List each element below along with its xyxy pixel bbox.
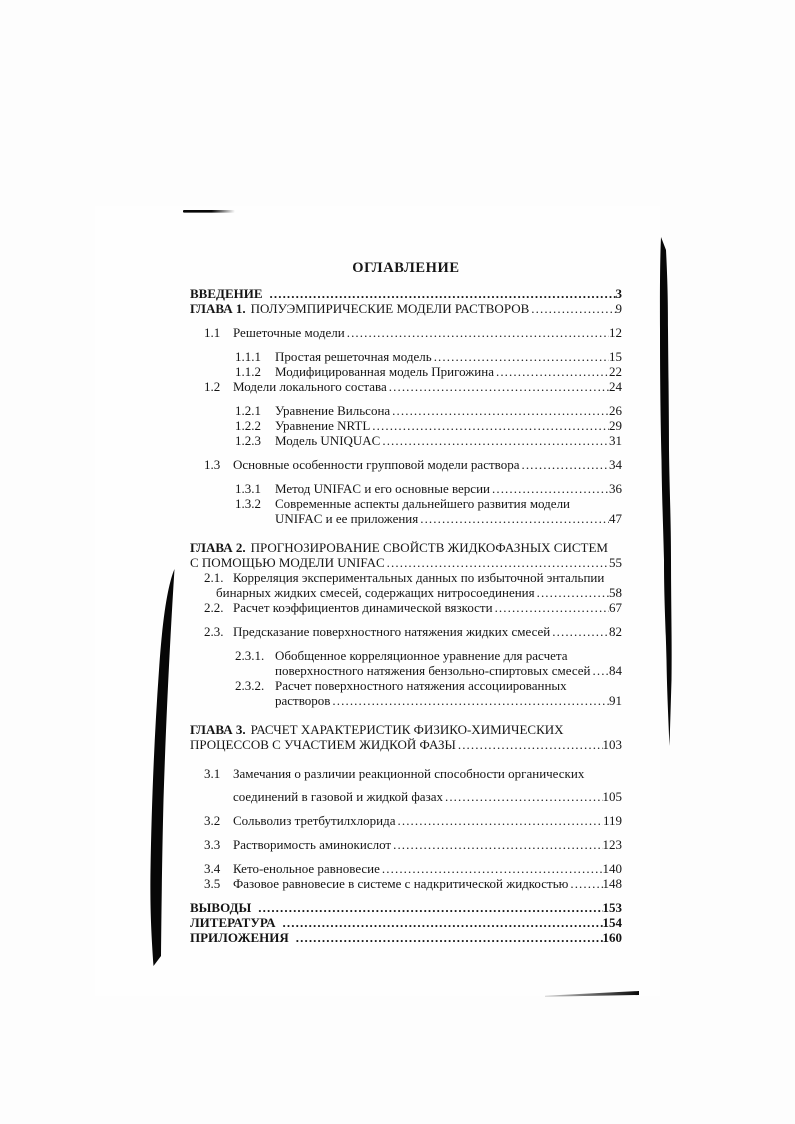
toc-leader-dots [593, 663, 610, 678]
toc-entry-number: 3.5 [204, 876, 221, 891]
toc-entry [190, 930, 622, 945]
toc-entry [235, 349, 622, 364]
toc-leader-dots [393, 837, 602, 852]
toc-entry [204, 457, 622, 472]
toc-entry-number: 1.1 [204, 325, 221, 340]
toc-entry-number: 1.1.1 [235, 349, 261, 364]
toc-entry-label: Основные особенности групповой модели раствора [233, 457, 520, 472]
toc-entry-page: 9 [615, 301, 622, 316]
toc-leader-dots [434, 349, 609, 364]
toc-chapter-prefix: ВВЕДЕНИЕ [190, 286, 263, 301]
toc-entry-label-continued: бинарных жидких смесей, содержащих нитросоединения [216, 585, 535, 600]
toc-entry [204, 325, 622, 340]
toc-entry-label: ПРОГНОЗИРОВАНИЕ СВОЙСТВ ЖИДКОФАЗНЫХ СИСТЕМ [250, 540, 608, 555]
toc-entry-page: 82 [609, 624, 622, 639]
toc-entry-page: 55 [609, 555, 622, 570]
toc-entry-page: 22 [609, 364, 622, 379]
toc-leader-dots [398, 813, 603, 828]
toc-entry [204, 570, 622, 600]
toc-entry-label-continued: С ПОМОЩЬЮ МОДЕЛИ UNIFAC [190, 555, 385, 570]
toc-leader-dots [392, 403, 609, 418]
toc-leader-dots [420, 511, 609, 526]
toc-entry-label: Растворимость аминокислот [233, 837, 392, 852]
toc-leader-dots [445, 789, 603, 804]
toc-entry-label-continued: UNIFAC и ее приложения [275, 511, 419, 526]
toc-entry-page: 26 [609, 403, 622, 418]
toc-entry-page: 29 [609, 418, 622, 433]
toc-leader-dots [389, 379, 609, 394]
toc-leader-dots [521, 457, 609, 472]
toc-entry-page: 103 [602, 737, 622, 752]
toc-entry-number: 1.3 [204, 457, 221, 472]
toc-entry [204, 600, 622, 615]
toc-entry [204, 766, 622, 804]
toc-leader-dots [296, 930, 603, 945]
toc-entry-number: 1.3.2 [235, 496, 261, 511]
toc-entry-label: ПОЛУЭМПИРИЧЕСКИЕ МОДЕЛИ РАСТВОРОВ [250, 301, 530, 316]
toc-entry [235, 418, 622, 433]
toc-entry-page: 34 [609, 457, 622, 472]
toc-chapter-prefix: ГЛАВА 3. [190, 722, 246, 737]
toc-entry-label-continued: ПРОЦЕССОВ С УЧАСТИЕМ ЖИДКОЙ ФАЗЫ [190, 737, 456, 752]
page-title: ОГЛАВЛЕНИЕ [352, 260, 460, 276]
toc-entry-page: 58 [609, 585, 622, 600]
toc-entry [204, 813, 622, 828]
toc-entry-number: 3.1 [204, 766, 221, 781]
toc-chapter-prefix: ВЫВОДЫ [190, 900, 252, 915]
toc-entry-page: 140 [602, 861, 622, 876]
toc-entry [190, 286, 622, 301]
toc-entry-page: 31 [609, 433, 622, 448]
toc-entry-number: 3.2 [204, 813, 221, 828]
toc-leader-dots [496, 364, 609, 379]
toc-leader-dots [458, 737, 603, 752]
toc-leader-dots [531, 301, 615, 316]
toc-entry [235, 433, 622, 448]
toc-leader-dots [537, 585, 609, 600]
toc-entry-label: Современные аспекты дальнейшего развития модели [275, 496, 571, 511]
toc-entry-label: Модель UNIQUAC [275, 433, 381, 448]
toc-entry-number: 2.1. [204, 570, 224, 585]
toc-entry-page: 119 [602, 813, 622, 828]
toc-entry-number: 1.2 [204, 379, 221, 394]
toc-chapter-prefix: ГЛАВА 1. [190, 301, 246, 316]
toc-chapter-prefix: ПРИЛОЖЕНИЯ [190, 930, 289, 945]
toc-leader-dots [283, 915, 603, 930]
toc-entry-page: 148 [602, 876, 622, 891]
toc-leader-dots [492, 481, 609, 496]
toc-entry-label: Модифицированная модель Пригожина [275, 364, 494, 379]
toc-leader-dots [495, 600, 609, 615]
toc-leader-dots [382, 861, 603, 876]
toc-entry-page: 47 [609, 511, 622, 526]
toc-entry-page: 24 [609, 379, 622, 394]
toc-chapter-prefix: ГЛАВА 2. [190, 540, 246, 555]
toc-entry-label: Уравнение NRTL [275, 418, 371, 433]
toc-entry-page: 160 [602, 930, 622, 945]
right-edge-spine-shadow [660, 237, 672, 746]
toc-entry [204, 379, 622, 394]
toc-entry-label: Метод UNIFAC и его основные версии [275, 481, 490, 496]
toc-entry-page: 153 [602, 900, 622, 915]
toc-entry-page: 154 [602, 915, 622, 930]
toc-leader-dots [387, 555, 609, 570]
toc-entry [204, 624, 622, 639]
table-of-contents [190, 286, 622, 945]
toc-entry-page: 3 [615, 286, 622, 301]
toc-entry [235, 648, 622, 678]
toc-entry-page: 123 [602, 837, 622, 852]
toc-entry-page: 36 [609, 481, 622, 496]
toc-entry-label-continued: поверхностного натяжения бензольно-спиртовых смесей [275, 663, 591, 678]
toc-entry-number: 1.1.2 [235, 364, 261, 379]
toc-leader-dots [552, 624, 609, 639]
toc-leader-dots [270, 286, 616, 301]
toc-entry-label: Сольволиз третбутилхлорида [233, 813, 396, 828]
toc-entry [235, 678, 622, 708]
toc-entry [204, 861, 622, 876]
toc-entry [190, 301, 622, 316]
toc-entry-label: Кето-енольное равновесие [233, 861, 380, 876]
toc-leader-dots [258, 900, 602, 915]
toc-entry [190, 915, 622, 930]
toc-entry-label-continued: соединений в газовой и жидкой фазах [233, 789, 443, 804]
toc-entry-number: 2.3. [204, 624, 224, 639]
toc-entry-label: Замечания о различии реакционной способности органических [233, 766, 585, 781]
toc-entry-number: 1.3.1 [235, 481, 261, 496]
toc-entry-label: Модели локального состава [233, 379, 387, 394]
toc-entry-number: 2.3.2. [235, 678, 265, 693]
toc-entry-page: 12 [609, 325, 622, 340]
toc-entry-number: 1.2.1 [235, 403, 261, 418]
toc-entry-label: Расчет поверхностного натяжения ассоциированных [275, 678, 567, 693]
toc-entry-page: 105 [602, 789, 622, 804]
toc-entry [235, 364, 622, 379]
toc-entry-number: 3.4 [204, 861, 221, 876]
toc-leader-dots [372, 418, 609, 433]
toc-entry-page: 15 [609, 349, 622, 364]
toc-entry [190, 722, 622, 752]
toc-entry-number: 1.2.2 [235, 418, 261, 433]
toc-entry-label: Фазовое равновесие в системе с надкритической жидкостью [233, 876, 569, 891]
toc-entry-label: Корреляция экспериментальных данных по избыточной энтальпии [233, 570, 605, 585]
toc-entry [190, 900, 622, 915]
toc-entry [190, 540, 622, 570]
toc-entry-number: 2.2. [204, 600, 224, 615]
toc-entry [204, 837, 622, 852]
toc-entry [204, 876, 622, 891]
toc-entry-number: 1.2.3 [235, 433, 261, 448]
toc-chapter-prefix: ЛИТЕРАТУРА [190, 915, 276, 930]
toc-entry-label: РАСЧЕТ ХАРАКТЕРИСТИК ФИЗИКО-ХИМИЧЕСКИХ [250, 722, 564, 737]
toc-entry-label: Уравнение Вильсона [275, 403, 391, 418]
toc-entry-number: 3.3 [204, 837, 221, 852]
toc-entry-label: Предсказание поверхностного натяжения жидких смесей [233, 624, 551, 639]
toc-entry [235, 496, 622, 526]
toc-entry-number: 2.3.1. [235, 648, 265, 663]
toc-entry-label: Расчет коэффициентов динамической вязкости [233, 600, 493, 615]
toc-leader-dots [382, 433, 609, 448]
toc-leader-dots [332, 693, 609, 708]
toc-entry [235, 403, 622, 418]
toc-entry-page: 84 [609, 663, 622, 678]
toc-entry-page: 67 [609, 600, 622, 615]
toc-leader-dots [347, 325, 609, 340]
toc-entry-label: Решеточные модели [233, 325, 345, 340]
toc-entry-label-continued: растворов [275, 693, 331, 708]
toc-leader-dots [570, 876, 602, 891]
toc-entry-label: Обобщенное корреляционное уравнение для расчета [275, 648, 568, 663]
toc-entry [235, 481, 622, 496]
toc-entry-page: 91 [609, 693, 622, 708]
toc-entry-label: Простая решеточная модель [275, 349, 432, 364]
